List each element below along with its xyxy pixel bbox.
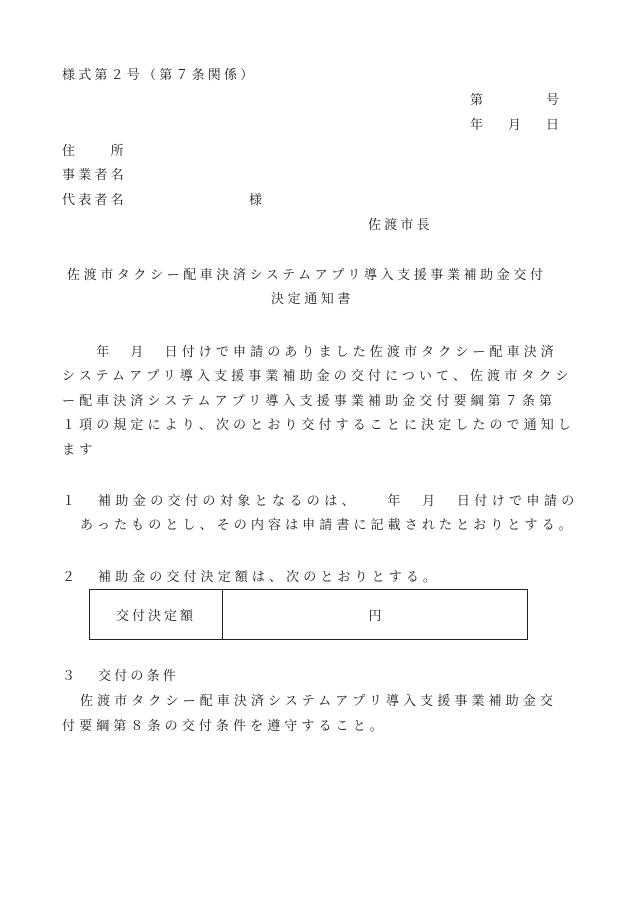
grant-amount-table [89,589,528,640]
body-line-3: ー配車決済システムアプリ導入支援事業補助金交付要綱第７条第 [62,394,557,409]
honorific: 様 [249,193,266,208]
address-label: 住 所 [62,144,127,159]
item-3-number: ３ [62,669,79,684]
item-1-line-1: 補助金の交付の対象となるのは、 年 月 日付けで申請の [98,494,579,509]
item-3-line-3: 付要綱第８条の交付条件を遵守すること。 [62,719,387,734]
form-number: 様式第２号（第７条関係） [62,68,257,83]
business-name-label: 事業者名 [62,168,127,183]
document-number: 第 号 [470,93,566,108]
body-line-5: ます [62,443,97,458]
representative-label: 代表者名 [62,193,127,208]
document-title-line1: 佐渡市タクシー配車決済システムアプリ導入支援事業補助金交付 [67,268,547,283]
body-line-2: システムアプリ導入支援事業補助金の交付について、佐渡市タクシ [62,369,573,384]
item-1-line-2: あったものとし、その内容は申請書に記載されたとおりとする。 [80,518,576,533]
body-line-4: １項の規定により、次のとおり交付することに決定したので通知し [62,418,576,433]
item-2-number: ２ [62,570,79,585]
grant-amount-value: 円 [368,609,382,624]
issuer: 佐渡市長 [368,218,433,233]
item-3-line-2: 佐渡市タクシー配車決済システムアプリ導入支援事業補助金交 [80,694,557,709]
item-1-number: １ [62,494,79,509]
body-line-1: 年 月 日付けで申請のありました佐渡市タクシー配車決済 [62,345,558,360]
document-date: 年 月 日 [470,118,566,133]
grant-amount-label: 交付決定額 [90,590,223,639]
item-2-line-1: 補助金の交付決定額は、次のとおりとする。 [98,570,441,585]
item-3-heading: 交付の条件 [98,669,180,684]
document-title-line2: 決定通知書 [271,292,355,307]
